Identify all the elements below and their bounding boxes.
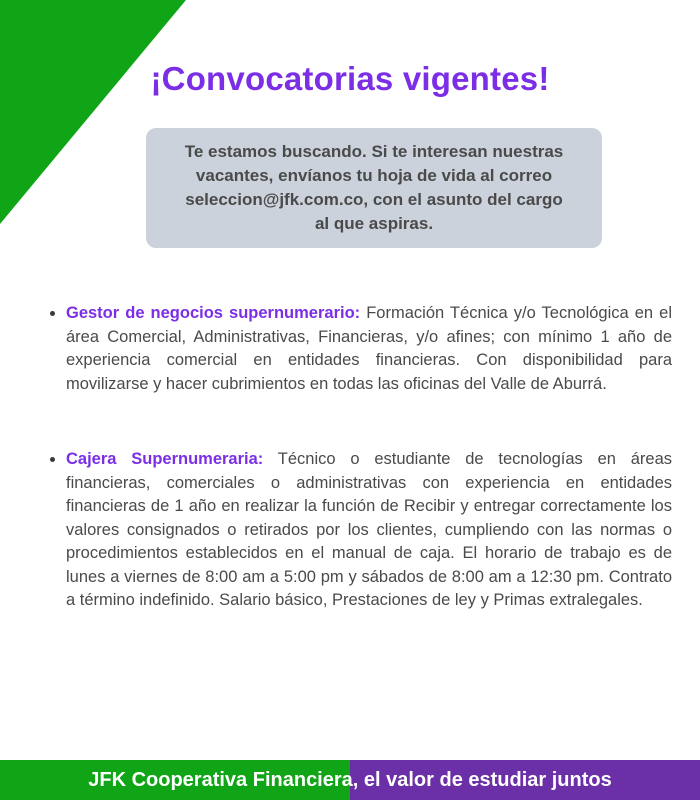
- footer-slogan-text: , el valor de estudiar juntos: [352, 768, 612, 791]
- footer-brand: JFK Cooperativa Financiera: [88, 768, 353, 791]
- job-title: Gestor de negocios supernumerario:: [66, 304, 361, 322]
- job-item-gestor: [66, 302, 672, 396]
- intro-text: Te estamos buscando. Si te interesan nuestras vacantes, envíanos tu hoja de vida al correo seleccion@jfk.com.co, con el asunto del cargo al que aspiras.: [184, 142, 564, 233]
- job-description: Técnico o estudiante de tecnologías en áreas financieras, comerciales o administrativas con experiencia en entidades financieras de 1 año en realizar la función de Recibir y entregar correctamente los valores consignados o retirados por los clientes, cumpliendo con las normas o procedimientos establecidos en el manual de caja. El horario de trabajo es de lunes a viernes de 8:00 am a 5:00 pm y sábados de 8:00 am a 12:30 pm. Contrato a término indefinido. Salario básico, Prestaciones de ley y Primas extralegales.: [66, 450, 673, 609]
- job-description: Formación Técnica y/o Tecnológica en el área Comercial, Administrativas, Financieras, y/o afines; con mínimo 1 año de experiencia comercial en entidades financieras. Con disponibilidad para movilizarse y hacer cubrimientos en todas las oficinas del Valle de Aburrá.: [66, 304, 672, 393]
- bullet-icon: [50, 457, 55, 462]
- job-list: [46, 302, 672, 613]
- job-item-cajera: [66, 448, 672, 613]
- footer-bar: [0, 760, 700, 800]
- page-title: ¡Convocatorias vigentes!: [150, 60, 550, 97]
- footer-slogan: [0, 760, 700, 800]
- bullet-icon: [50, 311, 55, 316]
- intro-box: [146, 128, 602, 248]
- job-title: Cajera Supernumeraria:: [66, 450, 264, 468]
